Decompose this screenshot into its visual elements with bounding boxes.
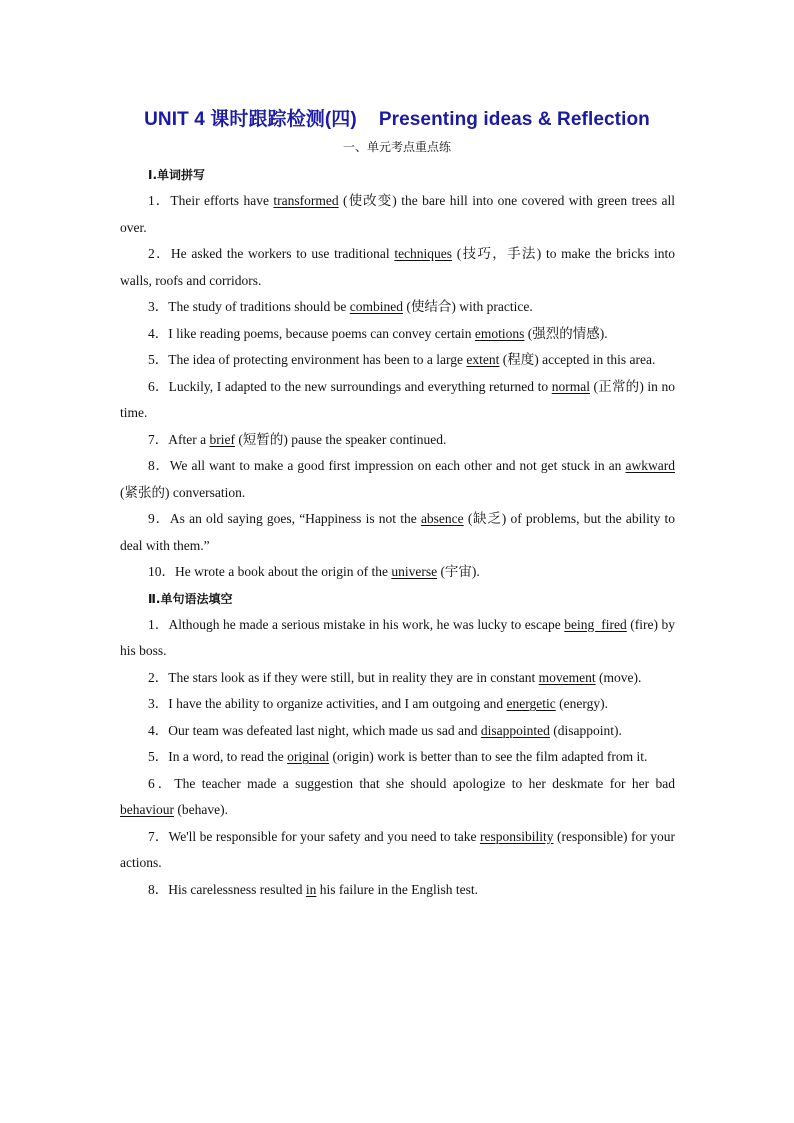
exercise-item: 1．Although he made a serious mistake in his work, he was lucky to escape being fired (fire) by his boss. [120, 616, 675, 658]
answer-text: responsibility [480, 828, 554, 844]
exercise-item: 4．Our team was defeated last night, which made us sad and disappointed (disappoint). [148, 722, 622, 738]
answer-text: awkward [625, 458, 675, 473]
exercise-item: 6．Luckily, I adapted to the new surroundings and everything returned to normal (正常的) in no time. [120, 378, 676, 420]
answer-text: original [287, 749, 330, 764]
answer-text: techniques [394, 246, 453, 261]
answer-text: disappointed [480, 722, 550, 738]
section-subtitle: 一、单元考点重点练 [342, 140, 451, 154]
answer-text: extent [466, 352, 500, 367]
exercise-item: 2．He asked the workers to use traditional techniques (技巧，手法) to make the bricks into walls, roofs and corridors. [120, 246, 676, 288]
title-sub: Presenting ideas & Reflection [378, 109, 650, 130]
exercise-item: 3．I have the ability to organize activities, and I am outgoing and energetic (energy). [148, 696, 608, 711]
answer-text: being fired [564, 616, 627, 632]
exercise-item: 10．He wrote a book about the origin of the universe (宇宙). [148, 564, 480, 579]
answer-text: absence [420, 511, 464, 526]
answer-text: brief [209, 431, 235, 447]
exercise-item: 8．His carelessness resulted in his failure in the English test. [148, 881, 478, 897]
answer-text: energetic [506, 696, 556, 711]
exercise-item: 9．As an old saying goes, “Happiness is not the absence (缺乏) of problems, but the ability to deal with them.” [120, 511, 676, 553]
exercise-item: 4．I like reading poems, because poems can convey certain emotions (强烈的情感). [148, 325, 608, 341]
answer-text: movement [538, 669, 596, 685]
title-main: UNIT 4 课时跟踪检测(四) [144, 109, 357, 130]
section-heading-word-spelling: Ⅰ.单词拼写 [148, 168, 206, 182]
answer-text: emotions [474, 325, 525, 341]
answer-text: in [305, 881, 317, 897]
exercise-item: 5．In a word, to read the original (origin) work is better than to see the film adapted from it. [148, 749, 648, 764]
exercise-item: 7．We'll be responsible for your safety and you need to take responsibility (responsible) for your actions. [120, 828, 676, 870]
exercise-item: 3．The study of traditions should be combined (使结合) with practice. [148, 299, 533, 314]
exercise-item: 6．The teacher made a suggestion that she should apologize to her deskmate for her bad behaviour (behave). [120, 775, 676, 817]
exercise-item: 8．We all want to make a good first impression on each other and not get stuck in an awkward (紧张的) conversation. [120, 458, 675, 500]
exercise-item: 7．After a brief (短暂的) pause the speaker continued. [148, 431, 447, 447]
answer-text: normal [551, 378, 590, 394]
answer-text: transformed [273, 193, 339, 208]
page-title [0, 104, 794, 131]
exercise-item: 2．The stars look as if they were still, but in reality they are in constant movement (move). [148, 669, 642, 685]
exercise-content [120, 162, 675, 903]
section-heading-grammar-fill: Ⅱ.单句语法填空 [148, 591, 233, 606]
exercise-item: 5．The idea of protecting environment has been to a large extent (程度) accepted in this area. [148, 352, 656, 367]
answer-text: universe [391, 564, 438, 579]
exercise-item: 1．Their efforts have transformed (使改变) the bare hill into one covered with green trees all over. [120, 193, 676, 235]
answer-text: combined [349, 299, 403, 314]
answer-text: behaviour [120, 802, 174, 817]
